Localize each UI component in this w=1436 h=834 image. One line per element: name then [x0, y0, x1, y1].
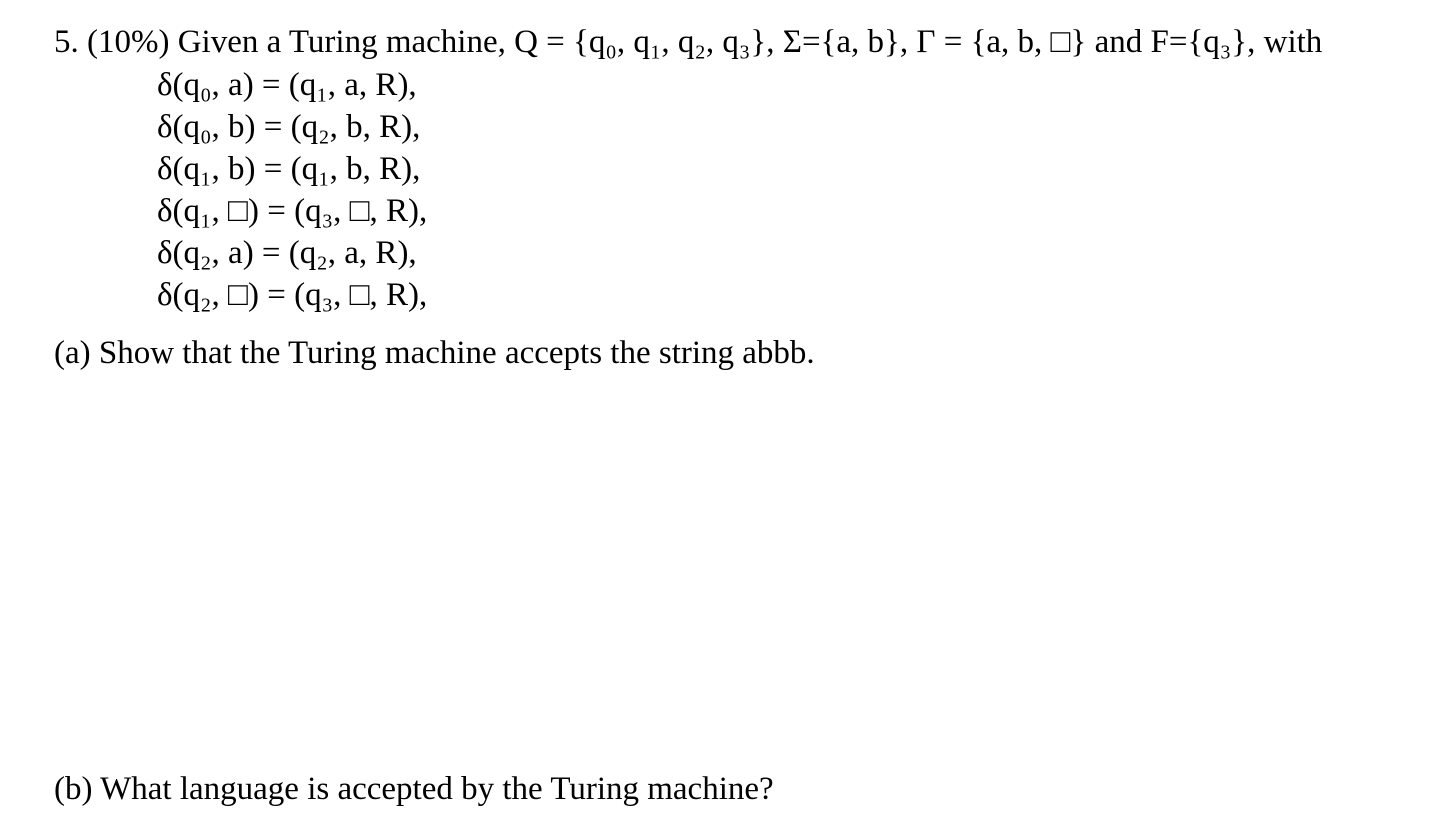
transition-rule: δ(q₀, b) = (q₂, b, R), — [157, 109, 421, 145]
part-a-prompt: (a) Show that the Turing machine accepts the string abbb. — [54, 335, 815, 371]
transition-rule: δ(q₂, □) = (q₃, □, R), — [157, 277, 428, 313]
transition-rule: δ(q₀, a) = (q₁, a, R), — [157, 67, 417, 103]
question-header: 5. (10%) Given a Turing machine, Q = {q₀, q₁, q₂, q₃}, Σ={a, b}, Γ = {a, b, □} and F={q₃}, with — [54, 24, 1323, 60]
transition-rule: δ(q₂, a) = (q₂, a, R), — [157, 235, 417, 271]
part-b-prompt: (b) What language is accepted by the Turing machine? — [54, 771, 774, 807]
transition-rule: δ(q₁, □) = (q₃, □, R), — [157, 193, 428, 229]
transition-rule: δ(q₁, b) = (q₁, b, R), — [157, 151, 421, 187]
